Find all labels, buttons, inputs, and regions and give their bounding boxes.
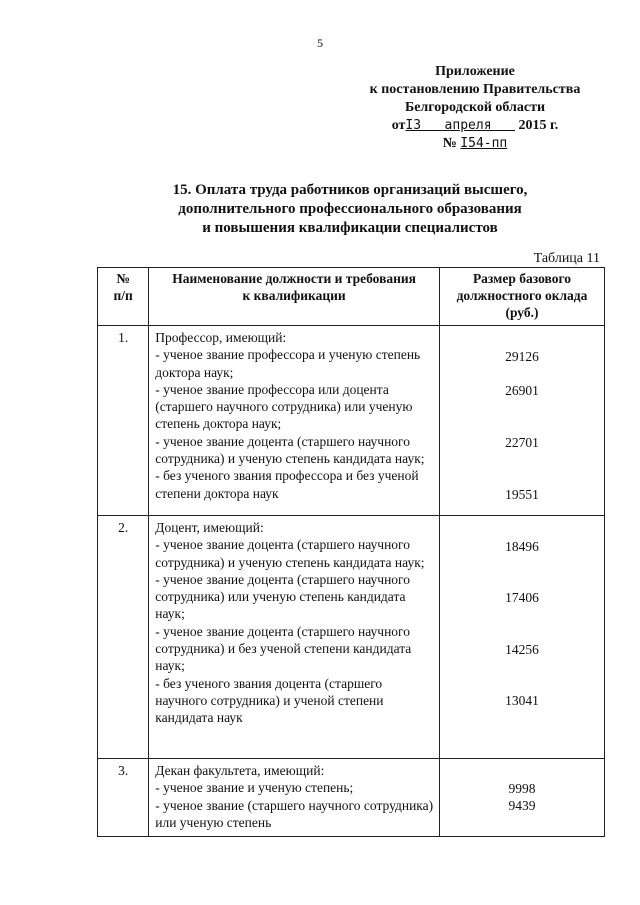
row-number: 2. xyxy=(98,516,149,759)
requirement-item: - ученое звание профессора или доцента (старшего научного сотрудника) или ученую степень доктора наук; xyxy=(155,381,413,432)
header-number-line-1: № xyxy=(116,271,130,286)
appendix-number-value: I54-пп xyxy=(460,136,508,151)
table-row xyxy=(98,759,605,837)
salary-value: 14256 xyxy=(505,642,539,657)
row-title: Доцент, имеющий: xyxy=(155,520,264,535)
header-position-line-1: Наименование должности и требования xyxy=(172,271,416,286)
row-number: 1. xyxy=(98,326,149,516)
salary-value: 19551 xyxy=(505,487,539,502)
table-header-row xyxy=(98,268,605,326)
header-salary-line-2: должностного оклада xyxy=(456,288,588,303)
section-title-line-2: дополнительного профессионального образования xyxy=(178,201,522,217)
salary-table xyxy=(97,267,605,837)
requirement-item: - ученое звание доцента (старшего научного сотрудника) или ученую степень кандидата наук; xyxy=(155,571,410,622)
header-number xyxy=(98,268,149,326)
appendix-line-3: Белгородской области xyxy=(404,100,546,115)
table-row xyxy=(98,326,605,516)
header-salary-line-1: Размер базового xyxy=(472,271,571,286)
salary-value: 29126 xyxy=(505,349,539,364)
header-salary-line-3: (руб.) xyxy=(505,305,539,320)
row-title: Декан факультета, имеющий: xyxy=(155,763,325,778)
row-requirements xyxy=(149,516,440,759)
appendix-number-prefix: № xyxy=(442,136,457,151)
section-title xyxy=(120,181,580,238)
requirement-item: - ученое звание и ученую степень; xyxy=(155,780,354,796)
appendix-line-1: Приложение xyxy=(435,64,515,79)
salary-value: 9439 xyxy=(508,798,536,813)
requirement-item: - ученое звание доцента (старшего научного сотрудника) и ученую степень кандидата наук; xyxy=(155,433,425,467)
salary-value: 22701 xyxy=(505,435,539,450)
appendix-line-2: к постановлению Правительства xyxy=(369,82,581,97)
row-requirements xyxy=(149,759,440,837)
row-title: Профессор, имеющий: xyxy=(155,330,287,345)
appendix-date xyxy=(340,117,610,135)
appendix-date-value: I3 апреля xyxy=(405,118,515,133)
salary-value: 9998 xyxy=(508,781,536,796)
header-number-line-2: п/п xyxy=(113,288,133,303)
row-number: 3. xyxy=(98,759,149,837)
table-row xyxy=(98,516,605,759)
appendix-date-prefix: от xyxy=(391,118,406,133)
row-salaries xyxy=(439,759,604,837)
requirement-item: - ученое звание (старшего научного сотрудника) или ученую степень xyxy=(155,797,434,830)
header-salary xyxy=(439,268,604,326)
salary-value: 17406 xyxy=(505,590,539,605)
requirement-item: - ученое звание доцента (старшего научного сотрудника) и без ученой степени кандидата наук; xyxy=(155,623,412,674)
row-salaries xyxy=(439,326,604,516)
salary-value: 13041 xyxy=(505,693,539,708)
appendix-number xyxy=(340,135,610,153)
requirement-item: - ученое звание профессора и ученую степень доктора наук; xyxy=(155,347,421,380)
row-salaries xyxy=(439,516,604,759)
row-requirements xyxy=(149,326,440,516)
appendix-header xyxy=(340,63,610,153)
requirement-item: - без ученого звания профессора и без ученой степени доктора наук xyxy=(155,468,419,501)
requirement-item: - без ученого звания доцента (старшего научного сотрудника) и ученой степени кандидата наук xyxy=(155,675,384,726)
header-position xyxy=(149,268,440,326)
table-label: Таблица 11 xyxy=(533,251,600,266)
salary-value: 26901 xyxy=(505,383,539,398)
section-title-line-1: 15. Оплата труда работников организаций высшего, xyxy=(172,182,528,198)
page-number: 5 xyxy=(317,36,323,50)
requirement-item: - ученое звание доцента (старшего научного сотрудника) и ученую степень кандидата наук; xyxy=(155,537,425,570)
header-position-line-2: к квалификации xyxy=(242,288,346,303)
section-title-line-3: и повышения квалификации специалистов xyxy=(202,220,498,236)
salary-value: 18496 xyxy=(505,539,539,554)
appendix-date-suffix: 2015 г. xyxy=(515,118,559,133)
